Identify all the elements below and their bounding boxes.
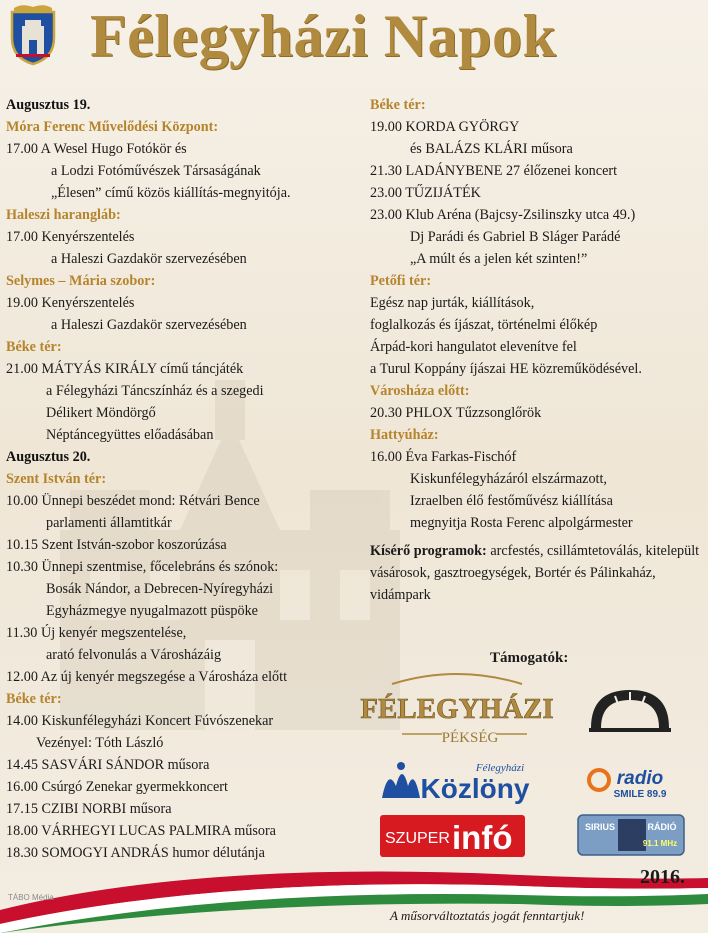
program-line: 17.15 CZIBI NORBI műsora xyxy=(6,801,172,817)
venue-heading: Móra Ferenc Művelődési Központ: xyxy=(6,119,219,135)
sirius-radio-text: RÁDIÓ xyxy=(647,822,677,832)
program-line: Egész nap jurták, kiállítások, xyxy=(370,295,535,311)
program-line: Árpád-kori hangulatot elevenítve fel xyxy=(370,339,577,355)
program-line: a Haleszi Gazdakör szervezésében xyxy=(51,317,247,333)
program-line: 16.00 Éva Farkas-Fischóf xyxy=(370,449,517,465)
program-line: a Félegyházi Táncszínház és a szegedi xyxy=(46,383,264,399)
program-line: 10.15 Szent István-szobor koszorúzása xyxy=(6,537,227,553)
arch-sponsor-logo-icon xyxy=(585,684,675,734)
program-left-column xyxy=(6,94,361,864)
date-heading: Augusztus 19. xyxy=(6,97,91,113)
side-programs-label: Kísérő programok: xyxy=(370,543,487,559)
credit-text: TÁBO Média xyxy=(8,893,54,902)
venue-heading: Városháza előtt: xyxy=(370,383,470,399)
program-line: Dj Parádi és Gabriel B Sláger Parádé xyxy=(410,229,621,245)
program-line: 16.00 Csúrgó Zenekar gyermekkoncert xyxy=(6,779,228,795)
radio-sub-text: SMILE 89.9 xyxy=(613,789,667,800)
side-programs-text: arcfestés, csillámtetoválás, kitelepült vásárosok, gasztroegységek, Bortér és Pálinkaház, vidámpark xyxy=(370,543,700,603)
program-line: 18.30 SOMOGYI ANDRÁS humor délutánja xyxy=(6,845,265,861)
venue-heading: Béke tér: xyxy=(370,97,426,113)
program-line: 17.00 Kenyérszentelés xyxy=(6,229,135,245)
program-line: „A múlt és a jelen két szinten!” xyxy=(410,251,588,267)
program-line: 23.00 TŰZIJÁTÉK xyxy=(370,185,481,201)
program-line: Vezényel: Tóth László xyxy=(36,735,164,751)
city-crest-icon xyxy=(8,4,58,66)
disclaimer-text: A műsorváltoztatás jogát fenntartjuk! xyxy=(390,908,585,923)
sirius-name-text: SIRIUS xyxy=(584,822,616,832)
felegyhazi-pekseg-logo xyxy=(360,670,554,750)
program-line: 21.00 MÁTYÁS KIRÁLY című táncjáték xyxy=(6,361,244,377)
program-line: Bosák Nándor, a Debrecen-Nyíregyházi xyxy=(46,581,274,597)
program-line: 21.30 LADÁNYBENE 27 élőzenei koncert xyxy=(370,163,618,179)
program-line: arató felvonulás a Városházáig xyxy=(46,647,222,663)
program-line: 20.30 PHLOX Tűzzsonglőrök xyxy=(370,405,542,421)
program-line: 10.00 Ünnepi beszédet mond: Rétvári Bence xyxy=(6,493,260,509)
program-line: Kiskunfélegyházáról elszármazott, xyxy=(410,471,607,487)
year-label: 2016. xyxy=(640,866,685,888)
program-line: a Haleszi Gazdakör szervezésében xyxy=(51,251,247,267)
program-line: Néptáncegyüttes előadásában xyxy=(46,427,214,443)
program-line: 23.00 Klub Aréna (Bajcsy-Zsilinszky utca 49.) xyxy=(370,207,636,223)
program-line: 18.00 VÁRHEGYI LUCAS PALMIRA műsora xyxy=(6,823,276,839)
program-line: „Élesen” című közös kiállítás-megnyitója. xyxy=(51,185,291,201)
program-line: 14.00 Kiskunfélegyházi Koncert Fúvószenekar xyxy=(6,713,274,729)
program-line: 11.30 Új kenyér megszentelése, xyxy=(6,625,187,641)
kozlony-main-text: Közlöny xyxy=(420,773,530,804)
radio-smile-logo xyxy=(585,762,677,802)
program-right-column xyxy=(370,94,706,606)
pekseg-sub-text: PÉKSÉG xyxy=(441,730,499,746)
program-line: 14.45 SASVÁRI SÁNDOR műsora xyxy=(6,757,210,773)
program-line: foglalkozás és íjászat, történelmi élőkép xyxy=(370,317,598,333)
radio-main-text: radio xyxy=(616,768,664,789)
info-text: infó xyxy=(452,819,513,856)
venue-heading: Haleszi harangláb: xyxy=(6,207,121,223)
program-line: 19.00 KORDA GYÖRGY xyxy=(370,119,520,135)
venue-heading: Béke tér: xyxy=(6,691,62,707)
felegyhazi-kozlony-logo xyxy=(378,758,533,806)
venue-heading: Petőfi tér: xyxy=(370,273,432,289)
program-line: 12.00 Az új kenyér megszegése a Városháza előtt xyxy=(6,669,288,685)
program-line: 19.00 Kenyérszentelés xyxy=(6,295,135,311)
flag-ribbon-decoration xyxy=(0,840,708,933)
program-line: Délikert Möndörgő xyxy=(46,405,156,421)
page-title: Félegyházi Napok xyxy=(90,3,557,69)
program-line: Egyházmegye nyugalmazott püspöke xyxy=(46,603,258,619)
date-heading: Augusztus 20. xyxy=(6,449,91,465)
program-line: 17.00 A Wesel Hugo Fotókör és xyxy=(6,141,187,157)
program-line: a Turul Koppány íjászai HE közreműködésével. xyxy=(370,361,642,377)
program-line: parlamenti államtitkár xyxy=(46,515,172,531)
venue-heading: Hattyúház: xyxy=(370,427,439,443)
szuper-text: SZUPER xyxy=(385,830,450,847)
program-line: és BALÁZS KLÁRI műsora xyxy=(410,141,573,157)
right-column-items xyxy=(370,94,706,534)
sirius-frequency-text: 91.1 MHz xyxy=(642,839,678,848)
side-programs xyxy=(370,540,706,606)
program-line: a Lodzi Fotóművészek Társaságának xyxy=(51,163,261,179)
kozlony-top-text: Félegyházi xyxy=(475,762,525,774)
venue-heading: Selymes – Mária szobor: xyxy=(6,273,156,289)
program-line: megnyitja Rosta Ferenc alpolgármester xyxy=(410,515,633,531)
sponsors-heading: Támogatók: xyxy=(490,650,569,666)
venue-heading: Béke tér: xyxy=(6,339,62,355)
pekseg-main-text: FÉLEGYHÁZI xyxy=(360,693,554,725)
program-line: 10.30 Ünnepi szentmise, főcelebráns és szónok: xyxy=(6,559,279,575)
venue-heading: Szent István tér: xyxy=(6,471,107,487)
program-line: Izraelben élő festőművész kiállítása xyxy=(410,493,613,509)
